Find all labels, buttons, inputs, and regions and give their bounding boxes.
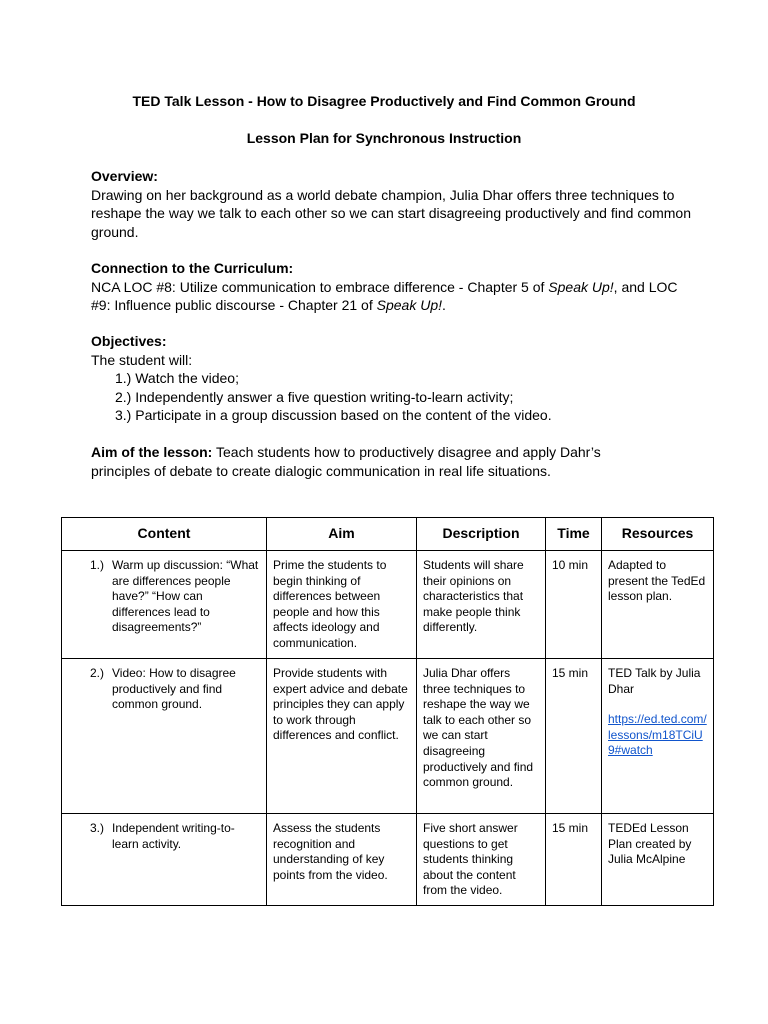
overview-section	[91, 167, 691, 241]
curriculum-text-2: , and LOC #9: Influence public discourse - Chapter 21 of	[91, 278, 678, 313]
column-header-time: Time	[546, 518, 602, 551]
curriculum-text-1: NCA LOC #8: Utilize communication to embrace difference - Chapter 5 of	[91, 278, 549, 295]
cell-content	[62, 659, 267, 814]
cell-time: 10 min	[546, 551, 602, 659]
content-text: Independent writing-to-learn activity.	[112, 821, 235, 851]
column-header-resources: Resources	[602, 518, 714, 551]
book-title: Speak Up!	[376, 297, 442, 313]
document-title: TED Talk Lesson - How to Disagree Productively and Find Common Ground	[132, 93, 636, 109]
cell-description: Five short answer questions to get students thinking about the content from the video.	[417, 814, 546, 906]
cell-resources: TEDEd Lesson Plan created by Julia McAlpine	[602, 814, 714, 906]
curriculum-section	[91, 259, 691, 315]
objectives-heading: Objectives:	[91, 333, 167, 349]
cell-content	[62, 814, 267, 906]
cell-time: 15 min	[546, 659, 602, 814]
cell-time: 15 min	[546, 814, 602, 906]
list-item: 2.) Independently answer a five question writing-to-learn activity;	[115, 388, 514, 405]
resource-text: TED Talk by Julia Dhar	[608, 666, 701, 696]
lesson-plan-table	[61, 517, 714, 906]
content-text: Warm up discussion: “What are differences people have?” “How can differences lead to disagreements?”	[112, 558, 259, 635]
aim-section	[91, 443, 661, 480]
cell-aim: Prime the students to begin thinking of differences between people and how this affects ideology and communication.	[267, 551, 417, 659]
aim-text: Teach students how to productively disagree and apply Dahr’s principles of debate to create dialogic communication in real life situations.	[91, 444, 601, 479]
cell-content	[62, 551, 267, 659]
table-row	[62, 814, 714, 906]
content-text: Video: How to disagree productively and find common ground.	[112, 666, 236, 712]
overview-heading: Overview:	[91, 168, 158, 184]
book-title: Speak Up!	[548, 278, 614, 295]
aim-heading: Aim of the lesson:	[91, 444, 213, 460]
curriculum-heading: Connection to the Curriculum:	[91, 260, 294, 276]
document-subtitle: Lesson Plan for Synchronous Instruction	[246, 130, 522, 146]
cell-aim: Assess the students recognition and understanding of key points from the video.	[267, 814, 417, 906]
column-header-aim: Aim	[267, 518, 417, 551]
row-number: 3.)	[90, 821, 105, 835]
row-number: 1.)	[90, 558, 105, 572]
list-item: 1.) Watch the video;	[115, 370, 239, 386]
table-row	[62, 659, 714, 814]
overview-text: Drawing on her background as a world debate champion, Julia Dhar offers three techniques to reshape the way we talk to each other so we can start disagreeing productively and find common ground.	[91, 186, 691, 240]
table-header-row	[62, 518, 714, 551]
cell-description: Julia Dhar offers three techniques to reshape the way we talk to each other so we can start disagreeing productively and find common ground.	[417, 659, 546, 814]
video-link[interactable]: https://ed.ted.com/lessons/m18TCiU9#watch	[608, 712, 707, 758]
table-row	[62, 551, 714, 659]
column-header-content: Content	[62, 518, 267, 551]
list-item: 3.) Participate in a group discussion based on the content of the video.	[115, 407, 552, 423]
row-number: 2.)	[90, 666, 105, 680]
objectives-list	[91, 369, 691, 425]
column-header-description: Description	[417, 518, 546, 551]
objectives-intro: The student will:	[91, 351, 193, 368]
cell-description: Students will share their opinions on characteristics that make people think differently.	[417, 551, 546, 659]
curriculum-text-3: .	[442, 297, 446, 313]
cell-resources	[602, 659, 714, 814]
objectives-section	[91, 332, 691, 425]
cell-aim: Provide students with expert advice and debate principles they can apply to work through differences and conflict.	[267, 659, 417, 814]
cell-resources: Adapted to present the TedEd lesson plan.	[602, 551, 714, 659]
